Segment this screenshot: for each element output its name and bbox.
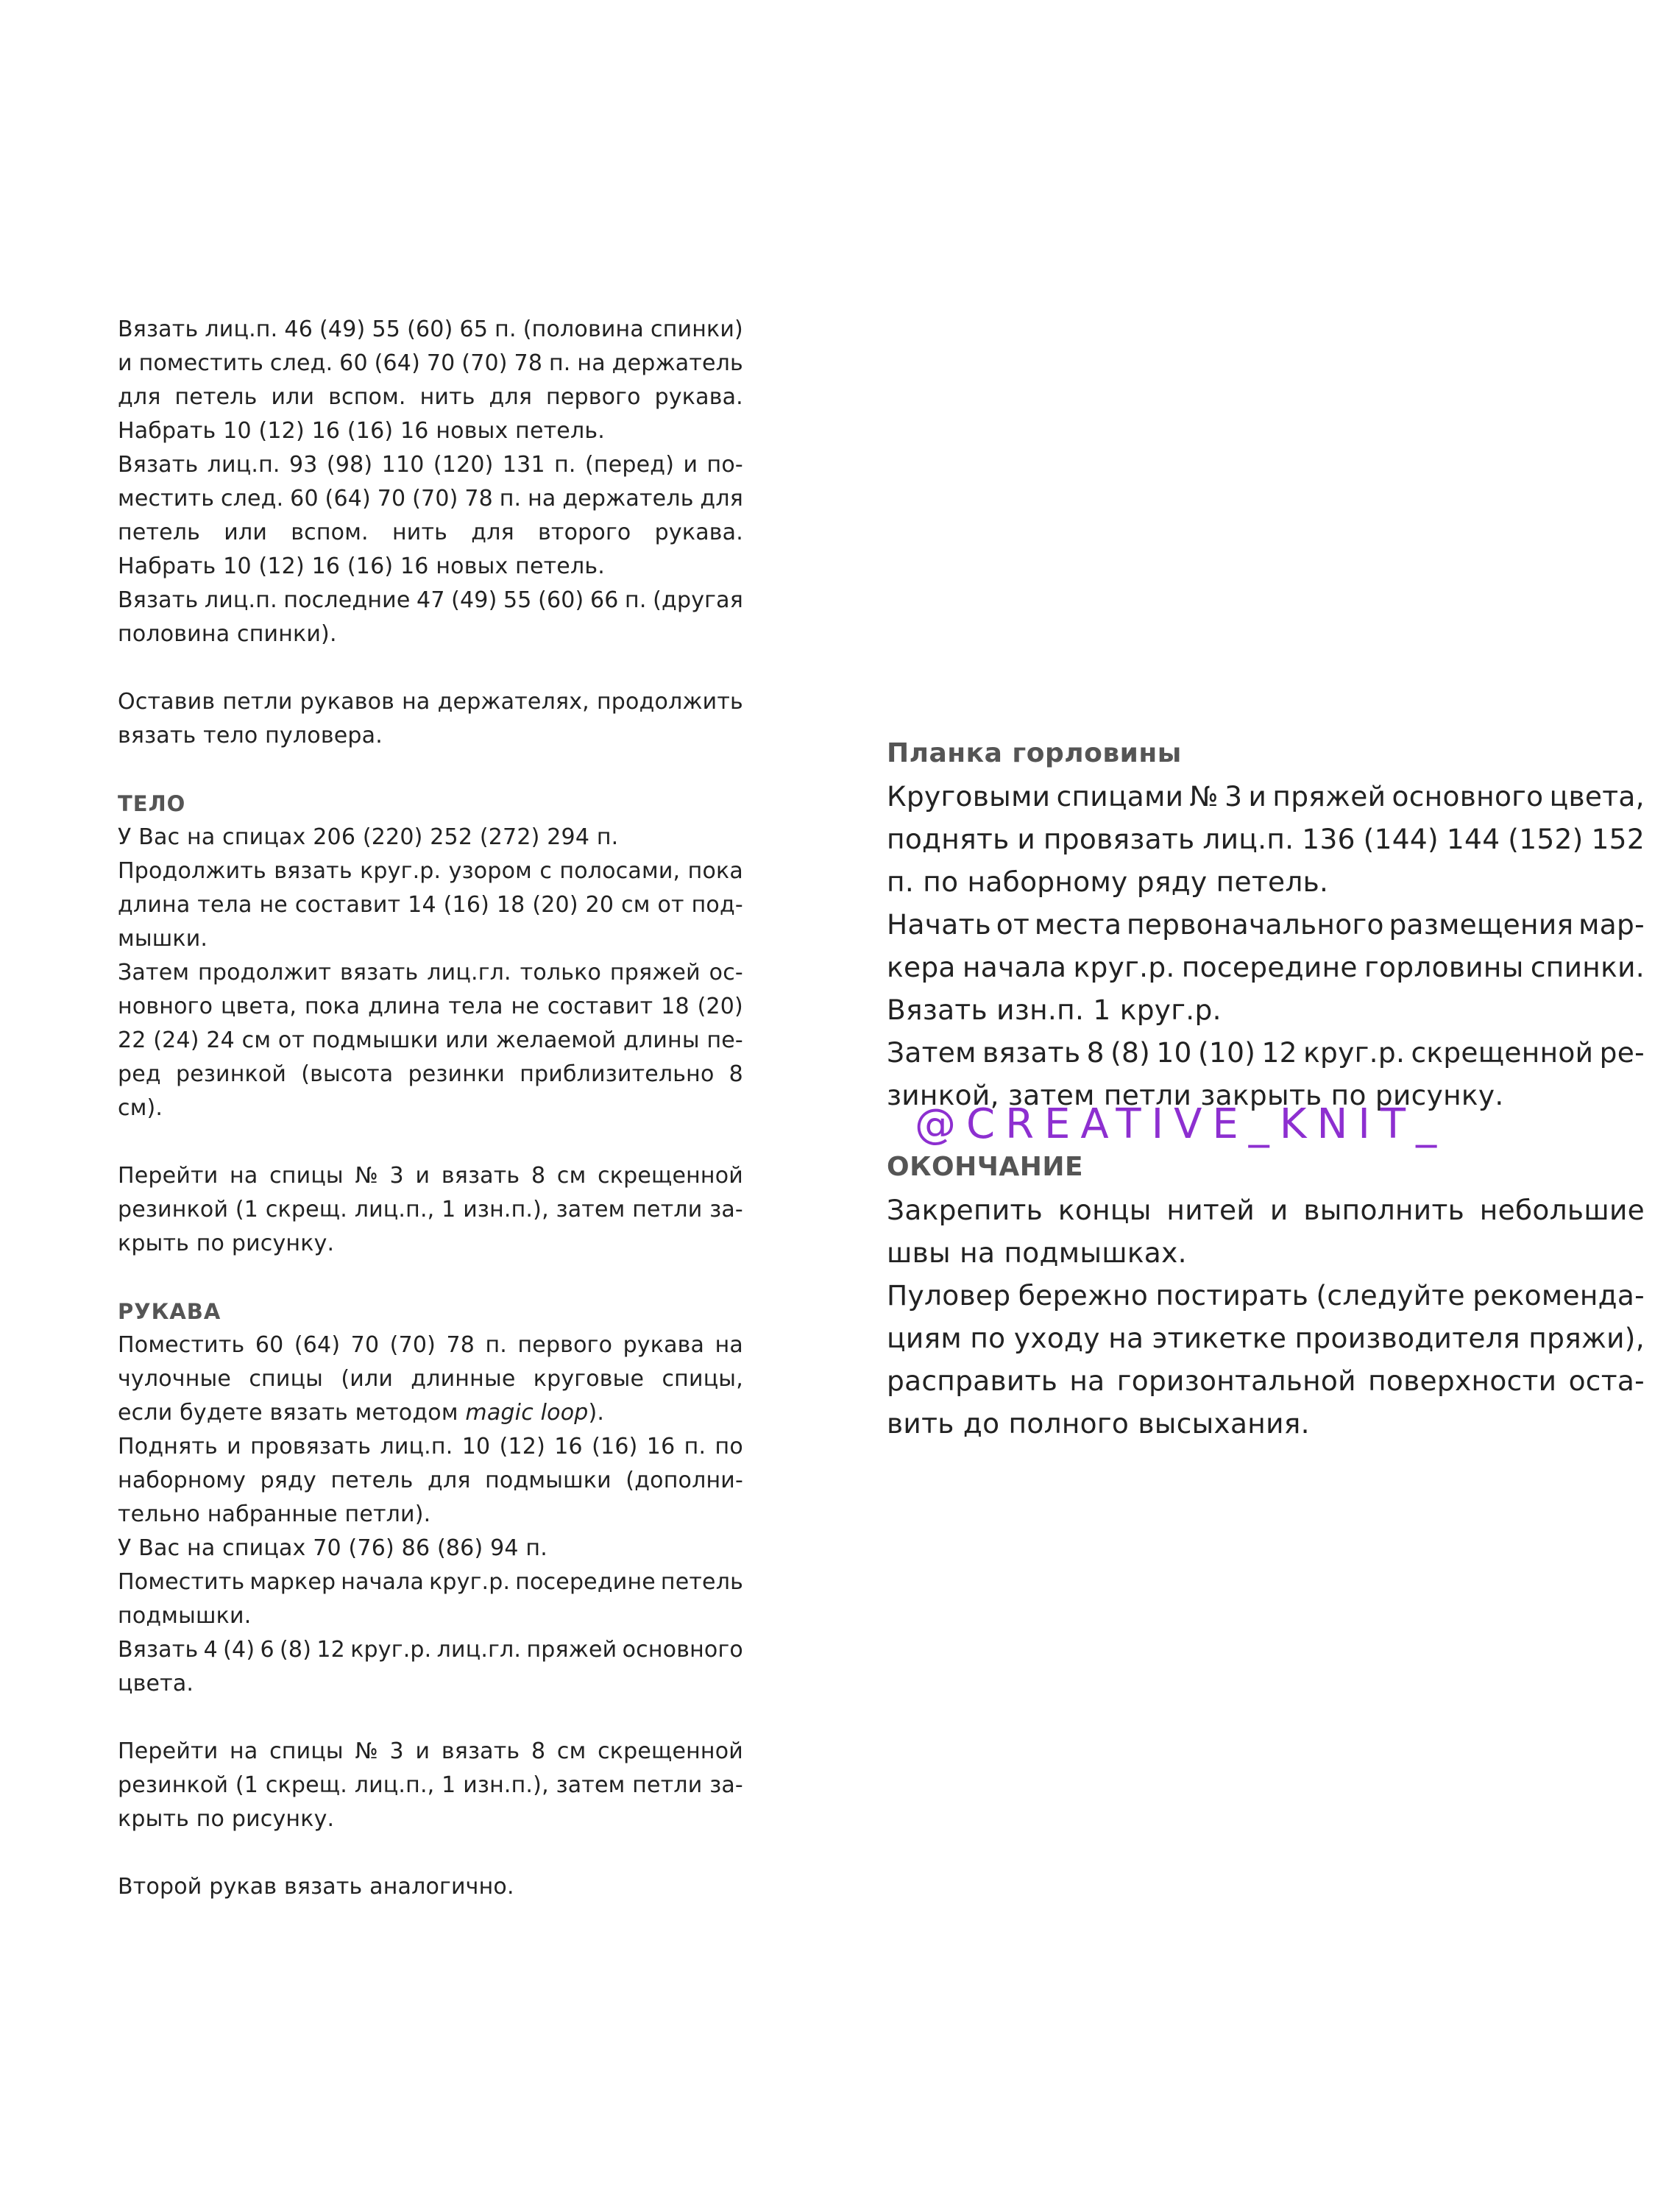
text-line: Начать от места первоначального размещения мар- <box>887 908 1645 941</box>
text-line: Поместить 60 (64) 70 (70) 78 п. первого рукава на <box>118 1332 743 1358</box>
text-line: п. по наборному ряду петель. <box>887 866 1329 898</box>
text-line: Набрать 10 (12) 16 (16) 16 новых петель. <box>118 553 605 579</box>
body-paragraph <box>118 821 743 1125</box>
text-line: Затем продолжит вязать лиц.гл. только пряжей ос- <box>118 960 743 986</box>
text-line: 22 (24) 24 см от подмышки или желаемой длины пе- <box>118 1027 743 1053</box>
text-line: кера начала круг.р. посередине горловины спинки. <box>887 951 1645 983</box>
text-line: Перейти на спицы № 3 и вязать 8 см скрещенной <box>118 1738 743 1764</box>
text-line: Вязать 4 (4) 6 (8) 12 круг.р. лиц.гл. пряжей основного <box>118 1637 743 1663</box>
text-line: Вязать изн.п. 1 круг.р. <box>887 994 1222 1026</box>
text-line: мышки. <box>118 926 208 952</box>
text-line: Пуловер бережно постирать (следуйте рекоменда- <box>887 1279 1645 1312</box>
text-line: Поднять и провязать лиц.п. 10 (12) 16 (16) 16 п. по <box>118 1434 743 1459</box>
text-line: расправить на горизонтальной поверхности оста- <box>887 1365 1645 1397</box>
section-heading-neckband: Планка горловины <box>887 738 1182 768</box>
sleeves-paragraph-1 <box>118 1328 743 1396</box>
text-line: резинкой (1 скрещ. лиц.п., 1 изн.п.), затем петли за- <box>118 1772 743 1798</box>
right-column <box>887 732 1645 1445</box>
text-line: вязать тело пуловера. <box>118 723 383 749</box>
intro-paragraph <box>118 313 743 651</box>
text-line: подмышки. <box>118 1603 252 1629</box>
section-heading-finishing: ОКОНЧАНИЕ <box>887 1152 1084 1182</box>
text-line: местить след. 60 (64) 70 (70) 78 п. на держатель для <box>118 486 743 512</box>
continue-paragraph <box>118 685 743 753</box>
text-line: швы на подмышках. <box>887 1236 1187 1269</box>
text-line: У Вас на спицах 206 (220) 252 (272) 294 п. <box>118 824 619 850</box>
text-line: тельно набранные петли). <box>118 1501 431 1527</box>
text-line: ред резинкой (высота резинки приблизительно 8 <box>118 1061 743 1087</box>
text-line: см). <box>118 1095 163 1121</box>
text-line: Затем вязать 8 (8) 10 (10) 12 круг.р. скрещенной ре- <box>887 1036 1645 1069</box>
section-heading-sleeves: РУКАВА <box>118 1299 221 1324</box>
text-line: Вязать лиц.п. последние 47 (49) 55 (60) 66 п. (другая <box>118 587 743 613</box>
text-line: наборному ряду петель для подмышки (дополни- <box>118 1468 743 1493</box>
text-line: новного цвета, пока длина тела не составит 18 (20) <box>118 994 743 1019</box>
text-line: петель или вспом. нить для второго рукава. <box>118 520 743 545</box>
text-line: вить до полного высыхания. <box>887 1407 1310 1440</box>
text-line: цвета. <box>118 1671 194 1696</box>
text-line: Продолжить вязать круг.р. узором с полосами, пока <box>118 858 743 884</box>
text-line: длина тела не составит 14 (16) 18 (20) 20 см от под- <box>118 892 743 918</box>
text-line: чулочные спицы (или длинные круговые спицы, <box>118 1366 743 1392</box>
text-line: У Вас на спицах 70 (76) 86 (86) 94 п. <box>118 1535 547 1561</box>
text-line: циям по уходу на этикетке производителя пряжи), <box>887 1322 1645 1354</box>
text-line: Вязать лиц.п. 46 (49) 55 (60) 65 п. (половина спинки) <box>118 316 743 342</box>
text-line: и поместить след. 60 (64) 70 (70) 78 п. на держатель <box>118 350 743 376</box>
watermark-text: @CREATIVE_KNIT_ <box>915 1100 1447 1148</box>
text-line: Набрать 10 (12) 16 (16) 16 новых петель. <box>118 418 605 444</box>
text-line: Вязать лиц.п. 93 (98) 110 (120) 131 п. (перед) и по- <box>118 452 743 478</box>
text-line: резинкой (1 скрещ. лиц.п., 1 изн.п.), затем петли за- <box>118 1197 743 1222</box>
second-sleeve-note: Второй рукав вязать аналогично. <box>118 1874 514 1900</box>
sleeves-paragraph-2 <box>118 1430 743 1701</box>
magic-loop-term: magic loop <box>465 1400 589 1426</box>
text-line: Поместить маркер начала круг.р. посередине петель <box>118 1569 743 1595</box>
finishing-paragraph <box>887 1189 1645 1445</box>
text-line: половина спинки). <box>118 621 337 647</box>
text-line: зинкой, затем петли закрыть по рисунку. <box>887 1079 1504 1111</box>
text-line: Круговыми спицами № 3 и пряжей основного цвета, <box>887 780 1645 813</box>
text-line: Закрепить концы нитей и выполнить небольшие <box>887 1194 1645 1226</box>
magic-loop-line: если будете вязать методом magic loop). <box>118 1400 605 1426</box>
neckband-paragraph <box>887 775 1645 1117</box>
text-line: Перейти на спицы № 3 и вязать 8 см скрещенной <box>118 1163 743 1189</box>
section-heading-body: ТЕЛО <box>118 791 186 816</box>
text-line: для петель или вспом. нить для первого рукава. <box>118 384 743 410</box>
body-rib-paragraph <box>118 1159 743 1261</box>
text-line: крыть по рисунку. <box>118 1806 335 1832</box>
text-line: поднять и провязать лиц.п. 136 (144) 144 (152) 152 <box>887 823 1645 855</box>
text-line: Оставив петли рукавов на держателях, продолжить <box>118 689 743 715</box>
sleeves-rib-paragraph <box>118 1735 743 1836</box>
text-line: крыть по рисунку. <box>118 1231 335 1256</box>
left-column <box>118 313 743 1904</box>
